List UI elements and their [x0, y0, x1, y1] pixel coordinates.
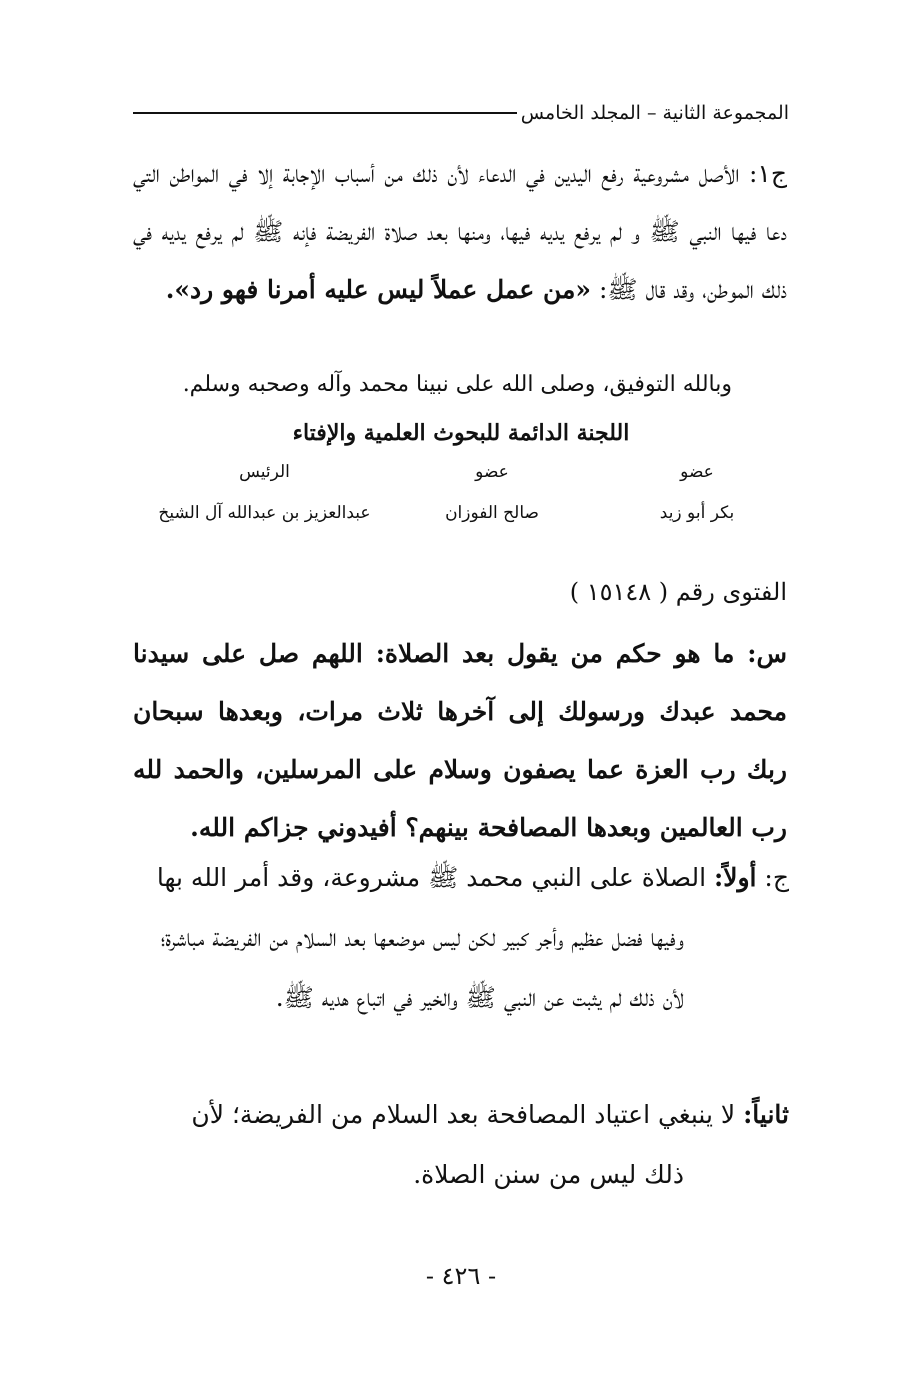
second-label: ثانياً:	[743, 1100, 789, 1129]
header-title: المجموعة الثانية – المجلد الخامس	[520, 102, 789, 124]
first-label: أولاً:	[713, 863, 757, 892]
committee-title: اللجنة الدائمة للبحوث العلمية والإفتاء	[292, 420, 630, 446]
signatory-name-3: عبدالعزيز بن عبدالله آل الشيخ	[158, 503, 371, 523]
answer-first-rest: وفيها فضل عظيم وأجر كبير لكن ليس موضعها بعد السلام من الفريضة مباشرة؛ لأن ذلك لم يثبت عن النبي ﷺ والخير في اتباع هديه ﷺ.	[160, 923, 684, 1012]
answer-first	[133, 848, 789, 1028]
answer-second-rest: ذلك ليس من سنن الصلاة.	[413, 1160, 684, 1189]
answer-second-line	[133, 1085, 789, 1145]
closing-line: وبالله التوفيق، وصلى الله على نبينا محمد وآله وصحبه وسلم.	[182, 372, 732, 397]
signatory-role-2: عضو	[475, 462, 509, 482]
previous-answer	[133, 145, 787, 319]
answer-second-text: لا ينبغي اعتياد المصافحة بعد السلام من الفريضة؛ لأن	[191, 1100, 744, 1129]
signatory-role-3: الرئيس	[239, 462, 290, 482]
signatory-name-1: بكر أبو زيد	[659, 503, 735, 523]
previous-answer-text: ج١: الأصل مشروعية رفع اليدين في الدعاء لأن ذلك من أسباب الإجابة إلا في المواطن التي دعا فيها النبي ﷺ و لم يرفع يديه فيها، ومنها بعد صلاة الفريضة فإنه ﷺ لم يرفع يديه في ذلك الموطن، وقد قال ﷺ:	[133, 159, 787, 304]
running-header	[133, 98, 789, 128]
answer-second	[133, 1085, 789, 1205]
page-number: - ٤٢٦ -	[425, 1262, 497, 1290]
answer-first-line	[133, 848, 789, 908]
fatwa-number: الفتوى رقم ( ١٥١٤٨ )	[569, 578, 787, 606]
signatory-name-2: صالح الفوزان	[445, 503, 539, 523]
question-text: س: ما هو حكم من يقول بعد الصلاة: اللهم صل على سيدنا محمد عبدك ورسولك إلى آخرها ثلاث مرات، وبعدها سبحان ربك رب العزة عما يصفون وسلام على المرسلين، والحمد لله رب العالمين وبعدها المصافحة بينهم؟ أفيدوني جزاكم الله.	[133, 639, 787, 842]
signatory-role-1: عضو	[680, 462, 714, 482]
header-rule	[133, 112, 517, 114]
answer-first-text: الصلاة على النبي محمد ﷺ مشروعة، وقد أمر الله بها	[156, 863, 714, 892]
answer-prefix: ج:	[756, 863, 789, 892]
hadith-quote: «من عمل عملاً ليس عليه أمرنا فهو رد».	[165, 275, 592, 304]
